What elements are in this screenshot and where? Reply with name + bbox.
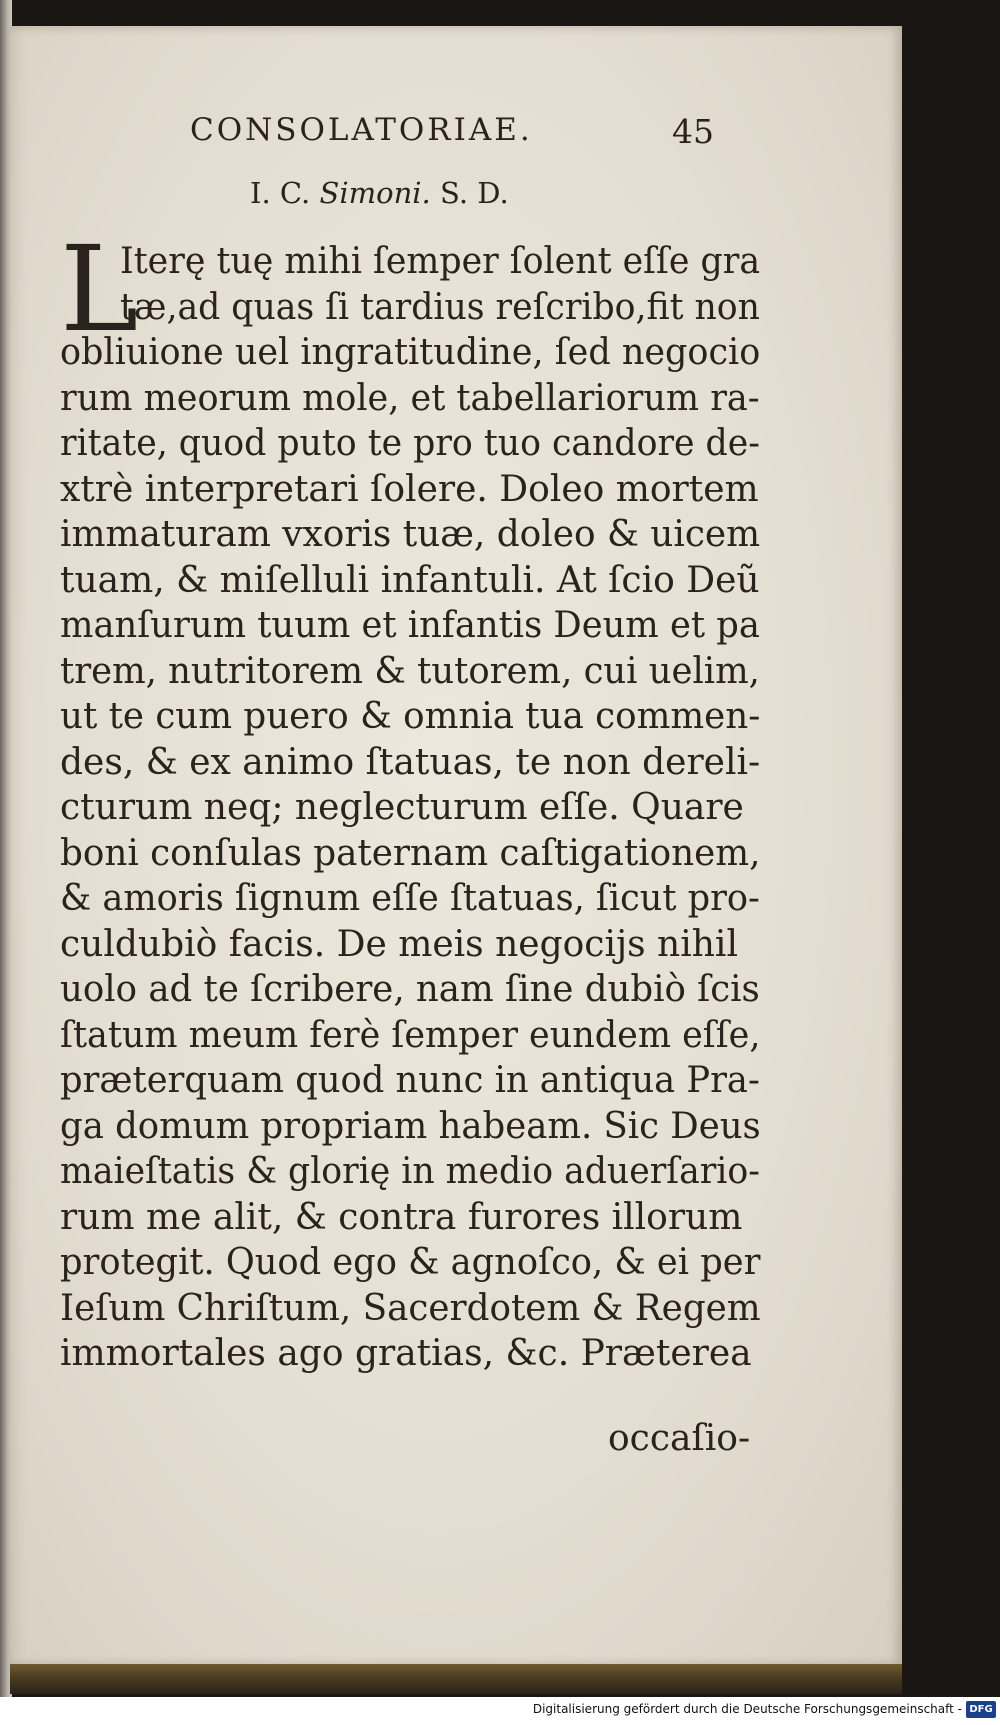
- text-line: xtrè interpretari ſolere. Doleo mortem: [60, 469, 759, 510]
- text-line: rum meorum mole, et tabellariorum ra-: [60, 378, 760, 419]
- text-line: ſtatum meum ferè ſemper eundem eſſe,: [60, 1015, 761, 1056]
- text-line: obliuione uel ingratitudine, ſed negocio: [60, 332, 761, 373]
- salutation-suffix: S. D.: [439, 176, 509, 210]
- text-line: & amoris ſignum eſſe ſtatuas, ſicut pro-: [60, 878, 760, 919]
- text-line: maieſtatis & glorię in medio aduerſario-: [60, 1151, 760, 1192]
- page-number: 45: [672, 112, 714, 151]
- text-line: trem, nutritorem & tutorem, cui uelim,: [60, 651, 760, 692]
- text-line: tuam, & miſelluli infantuli. At ſcio Deũ: [60, 560, 760, 601]
- text-line: tæ,ad quas ſi tardius reſcribo,fit non: [120, 287, 760, 328]
- page-bottom-edge: [10, 1664, 902, 1694]
- text-line: præterquam quod nunc in antiqua Pra-: [60, 1060, 760, 1101]
- text-line: protegit. Quod ego & agnoſco, & ei per: [60, 1242, 761, 1283]
- salutation-prefix: I. C.: [250, 176, 311, 210]
- dfg-logo: DFG: [966, 1701, 996, 1718]
- text-line: des, & ex animo ſtatuas, te non dereli-: [60, 742, 761, 783]
- drop-initial: L: [60, 220, 139, 358]
- text-line: Iterę tuę mihi ſemper ſolent eſſe gra: [120, 241, 761, 282]
- text-line: uolo ad te ſcribere, nam ſine dubiò ſcis: [60, 969, 760, 1010]
- text-line: immaturam vxoris tuæ, doleo & uicem: [60, 514, 761, 555]
- text-line: rum me alit, & contra furores illorum: [60, 1197, 743, 1238]
- text-line: manſurum tuum et infantis Deum et pa: [60, 605, 760, 646]
- text-line: Ieſum Chriſtum, Sacerdotem & Regem: [60, 1288, 761, 1329]
- running-head: CONSOLATORIAE.: [190, 112, 533, 148]
- text-line: ga domum propriam habeam. Sic Deus: [60, 1106, 761, 1147]
- salutation-name: Simoni.: [319, 176, 431, 210]
- letter-salutation: [250, 176, 509, 210]
- text-line: cturum neq; neglecturum eſſe. Quare: [60, 787, 744, 828]
- text-line: ut te cum puero & omnia tua commen-: [60, 696, 761, 737]
- text-line: boni conſulas paternam caſtigationem,: [60, 833, 761, 874]
- funding-credit: Digitalisierung gefördert durch die Deutsche Forschungsgemeinschaft -: [532, 1702, 962, 1716]
- text-line: culdubiò facis. De meis negocijs nihil: [60, 924, 738, 965]
- text-line: immortales ago gratias, &c. Præterea: [60, 1333, 752, 1374]
- catchword: occaſio-: [608, 1418, 751, 1459]
- text-line: ritate, quod puto te pro tuo candore de-: [60, 423, 760, 464]
